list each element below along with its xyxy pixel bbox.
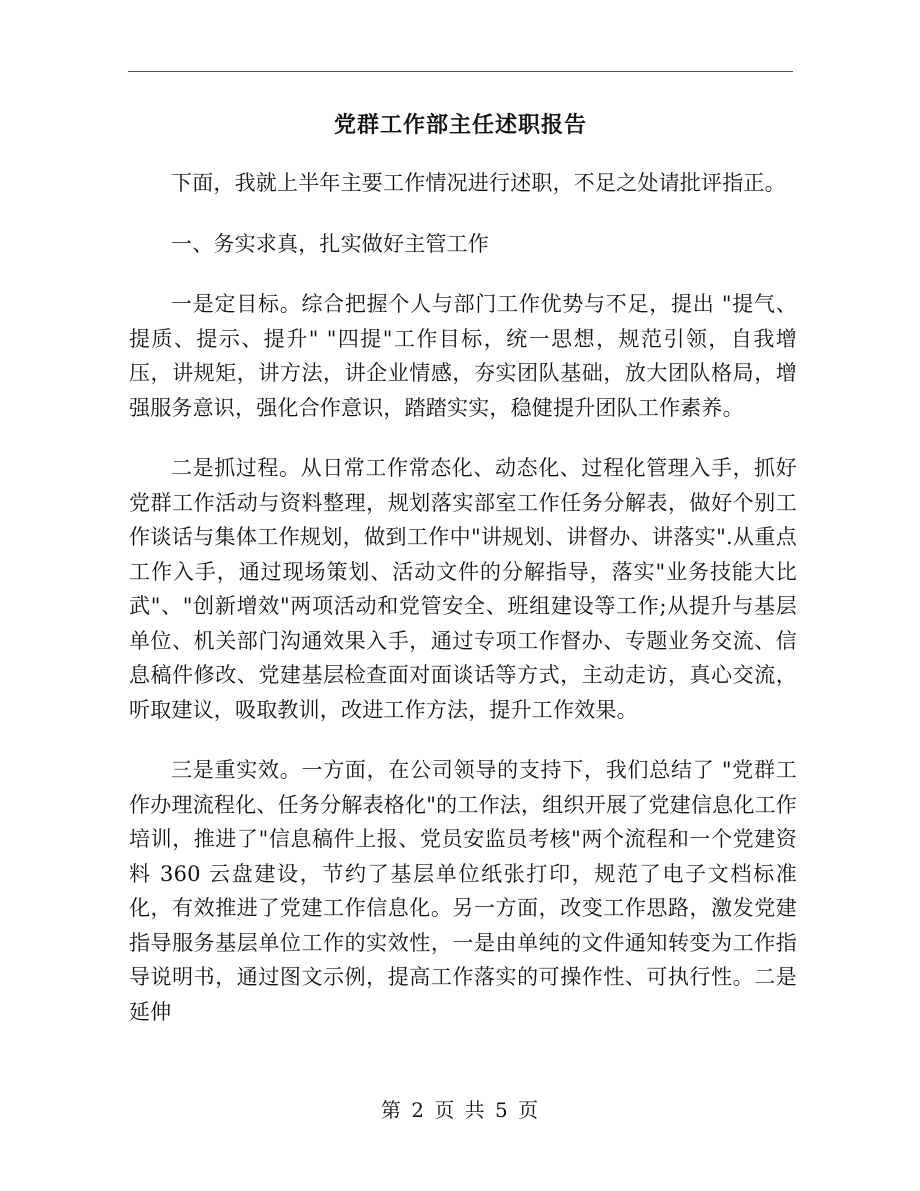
header-rule xyxy=(128,71,793,72)
section-heading: 一、务实求真，扎实做好主管工作 xyxy=(171,231,489,256)
paragraph-results: 三是重实效。一方面，在公司领导的支持下，我们总结了 "党群工作办理流程化、任务分解表格化"的工作法，组织开展了党建信息化工作培训，推进了"信息稿件上报、党员安监员考核"两个流程和一个党建资料 360 云盘建设，节约了基层单位纸张打印，规范了电子文档标准化，有效推进了党建工作信息化。另一方面，改变工作思路，激发党建指导服务基层单位工作的实效性，一是由单纯的文件通知转变为工作指导说明书，通过图文示例，提高工作落实的可操作性、可执行性。二是延伸 xyxy=(129,758,797,1024)
paragraph-targets: 一是定目标。综合把握个人与部门工作优势与不足，提出 "提气、提质、提示、提升" "四提"工作目标，统一思想，规范引领，自我增压，讲规矩，讲方法，讲企业情感，夯实团队基础，放大团队格局，增强服务意识，强化合作意识，踏踏实实，稳健提升团队工作素养。 xyxy=(129,292,797,420)
document-body xyxy=(129,166,797,1029)
paragraph-process: 二是抓过程。从日常工作常态化、动态化、过程化管理入手，抓好党群工作活动与资料整理，规划落实部室工作任务分解表，做好个别工作谈话与集体工作规划，做到工作中"讲规划、讲督办、讲落实".从重点工作入手，通过现场策划、活动文件的分解指导，落实"业务技能大比武"、"创新增效"两项活动和党管安全、班组建设等工作;从提升与基层单位、机关部门沟通效果入手，通过专项工作督办、专题业务交流、信息稿件修改、党建基层检查面对面谈话等方式，主动走访，真心交流，听取建议，吸取教训，改进工作方法，提升工作效果。 xyxy=(129,456,797,722)
page-number: 第 2 页 共 5 页 xyxy=(380,1098,541,1122)
document-title: 党群工作部主任述职报告 xyxy=(333,112,587,138)
paragraph-intro: 下面，我就上半年主要工作情况进行述职，不足之处请批评指正。 xyxy=(171,171,786,195)
